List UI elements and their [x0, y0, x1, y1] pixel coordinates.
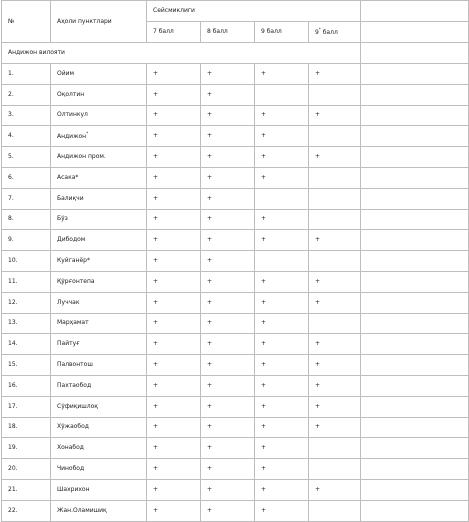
cell-9-ball: +: [255, 105, 309, 126]
cell-7-ball: +: [147, 313, 201, 334]
row-number: 4.: [2, 126, 51, 147]
cell-9-ball: +: [255, 355, 309, 376]
cell-extra: [361, 355, 469, 376]
settlement-name-text: Куйганёр*: [57, 257, 90, 265]
table-row: [2, 167, 469, 188]
cell-9-ball: +: [255, 167, 309, 188]
cell-extra: [361, 188, 469, 209]
cell-9-ball: +: [255, 126, 309, 147]
header-col-9-star-num: 9: [315, 29, 319, 36]
cell-7-ball: +: [147, 251, 201, 272]
cell-7-ball: +: [147, 355, 201, 376]
cell-extra: [361, 126, 469, 147]
header-col-9-star: [309, 22, 361, 43]
table-row: [2, 147, 469, 168]
row-number: 1.: [2, 64, 51, 85]
cell-9-star-ball: [309, 459, 361, 480]
settlement-name-text: Сўфиқишлоқ: [57, 402, 98, 410]
table-row: [2, 64, 469, 85]
header-col-9-star-unit: балл: [320, 29, 338, 36]
cell-8-ball: +: [201, 500, 255, 521]
cell-8-ball: +: [201, 438, 255, 459]
cell-extra: [361, 292, 469, 313]
settlement-name-text: Палвонтош: [57, 361, 93, 369]
row-number: 19.: [2, 438, 51, 459]
settlement-name: [51, 64, 147, 85]
cell-9-ball: [255, 84, 309, 105]
header-empty-cell: [361, 22, 469, 43]
row-number: 5.: [2, 147, 51, 168]
table-row: [2, 355, 469, 376]
cell-9-ball: +: [255, 313, 309, 334]
cell-extra: [361, 209, 469, 230]
row-number: 21.: [2, 479, 51, 500]
settlement-name-text: Дибодом: [57, 236, 86, 244]
cell-9-star-ball: +: [309, 230, 361, 251]
row-number: 3.: [2, 105, 51, 126]
cell-9-ball: +: [255, 417, 309, 438]
settlement-name: [51, 438, 147, 459]
cell-9-star-ball: +: [309, 355, 361, 376]
settlement-name-text: Асака*: [57, 173, 79, 181]
cell-9-ball: +: [255, 375, 309, 396]
table-row: [2, 126, 469, 147]
settlement-name: [51, 313, 147, 334]
cell-extra: [361, 147, 469, 168]
cell-9-star-ball: [309, 167, 361, 188]
cell-7-ball: +: [147, 479, 201, 500]
cell-9-star-ball: [309, 126, 361, 147]
seismicity-table: [1, 0, 469, 522]
cell-7-ball: +: [147, 396, 201, 417]
cell-7-ball: +: [147, 167, 201, 188]
cell-9-ball: [255, 251, 309, 272]
settlement-name-text: Оқолтин: [57, 90, 85, 98]
cell-8-ball: +: [201, 147, 255, 168]
settlement-name: [51, 334, 147, 355]
cell-7-ball: +: [147, 84, 201, 105]
cell-7-ball: +: [147, 230, 201, 251]
settlement-name: [51, 167, 147, 188]
table-row: [2, 271, 469, 292]
cell-extra: [361, 334, 469, 355]
cell-8-ball: +: [201, 334, 255, 355]
cell-9-ball: +: [255, 271, 309, 292]
cell-extra: [361, 105, 469, 126]
table-row: [2, 84, 469, 105]
cell-7-ball: +: [147, 334, 201, 355]
cell-7-ball: +: [147, 147, 201, 168]
cell-extra: [361, 64, 469, 85]
cell-9-ball: +: [255, 334, 309, 355]
cell-8-ball: +: [201, 355, 255, 376]
settlement-name: [51, 271, 147, 292]
row-number: 17.: [2, 396, 51, 417]
cell-9-ball: +: [255, 230, 309, 251]
cell-9-ball: +: [255, 292, 309, 313]
header-col-9-star-sup: *: [318, 27, 321, 32]
cell-9-ball: +: [255, 147, 309, 168]
cell-7-ball: +: [147, 375, 201, 396]
cell-8-ball: +: [201, 375, 255, 396]
cell-9-star-ball: +: [309, 64, 361, 85]
cell-9-ball: +: [255, 396, 309, 417]
row-number: 16.: [2, 375, 51, 396]
cell-7-ball: +: [147, 64, 201, 85]
cell-7-ball: +: [147, 292, 201, 313]
header-row-1: [2, 1, 469, 22]
settlement-name-text: Пахтаобод: [57, 381, 92, 389]
region-name: Андижон вилояти: [2, 43, 361, 64]
settlement-name: [51, 500, 147, 521]
cell-7-ball: +: [147, 417, 201, 438]
settlement-name-text: Балиқчи: [57, 194, 84, 202]
table-row: [2, 188, 469, 209]
cell-9-ball: +: [255, 459, 309, 480]
table-row: [2, 292, 469, 313]
table-row: [2, 479, 469, 500]
settlement-name-text: Олтинкул: [57, 111, 88, 119]
row-number: 18.: [2, 417, 51, 438]
cell-8-ball: +: [201, 105, 255, 126]
header-settlements: Аҳоли пунктлари: [51, 1, 147, 43]
cell-9-star-ball: +: [309, 334, 361, 355]
cell-9-star-ball: [309, 251, 361, 272]
cell-9-star-ball: [309, 438, 361, 459]
region-row: [2, 43, 469, 64]
cell-8-ball: +: [201, 167, 255, 188]
row-number: 2.: [2, 84, 51, 105]
cell-7-ball: +: [147, 105, 201, 126]
settlement-name: [51, 105, 147, 126]
cell-8-ball: +: [201, 84, 255, 105]
cell-7-ball: +: [147, 500, 201, 521]
settlement-name: [51, 230, 147, 251]
cell-8-ball: +: [201, 271, 255, 292]
settlement-name-text: Бўз: [57, 215, 68, 223]
cell-8-ball: +: [201, 417, 255, 438]
settlement-name: [51, 251, 147, 272]
table-row: [2, 230, 469, 251]
cell-8-ball: +: [201, 396, 255, 417]
cell-8-ball: +: [201, 313, 255, 334]
cell-extra: [361, 438, 469, 459]
settlement-name: [51, 84, 147, 105]
cell-8-ball: +: [201, 126, 255, 147]
cell-7-ball: +: [147, 459, 201, 480]
cell-extra: [361, 459, 469, 480]
cell-8-ball: +: [201, 230, 255, 251]
table-row: [2, 500, 469, 521]
cell-extra: [361, 84, 469, 105]
cell-9-star-ball: +: [309, 479, 361, 500]
cell-8-ball: +: [201, 188, 255, 209]
row-number: 12.: [2, 292, 51, 313]
settlement-name: [51, 188, 147, 209]
row-number: 8.: [2, 209, 51, 230]
table-row: [2, 313, 469, 334]
cell-9-star-ball: +: [309, 417, 361, 438]
cell-7-ball: +: [147, 209, 201, 230]
table-row: [2, 105, 469, 126]
table-row: [2, 417, 469, 438]
cell-9-star-ball: +: [309, 271, 361, 292]
settlement-name-text: Чинобод: [57, 465, 85, 473]
header-col-7: 7 балл: [147, 22, 201, 43]
cell-8-ball: +: [201, 251, 255, 272]
cell-9-star-ball: +: [309, 292, 361, 313]
header-empty-cell: [361, 1, 469, 22]
table-row: [2, 334, 469, 355]
settlement-name-text: Ойим: [57, 69, 75, 77]
table-row: [2, 459, 469, 480]
settlement-name: [51, 126, 147, 147]
row-number: 15.: [2, 355, 51, 376]
settlement-name-text: Шахрихон: [57, 485, 90, 493]
row-number: 13.: [2, 313, 51, 334]
row-number: 14.: [2, 334, 51, 355]
cell-9-ball: +: [255, 500, 309, 521]
cell-9-star-ball: [309, 84, 361, 105]
settlement-name-text: Марҳамат: [57, 319, 89, 327]
settlement-name: [51, 459, 147, 480]
cell-9-star-ball: [309, 313, 361, 334]
settlement-name-text: Пайтуғ: [57, 340, 80, 348]
cell-8-ball: +: [201, 459, 255, 480]
cell-7-ball: +: [147, 438, 201, 459]
cell-9-ball: +: [255, 64, 309, 85]
cell-9-star-ball: [309, 188, 361, 209]
settlement-name: [51, 396, 147, 417]
settlement-name-text: Жан.Оламишиқ: [57, 506, 107, 514]
cell-9-star-ball: +: [309, 375, 361, 396]
cell-extra: [361, 396, 469, 417]
cell-9-star-ball: +: [309, 396, 361, 417]
row-number: 9.: [2, 230, 51, 251]
table-row: [2, 396, 469, 417]
row-number: 11.: [2, 271, 51, 292]
header-number: №: [2, 1, 51, 43]
cell-extra: [361, 167, 469, 188]
cell-7-ball: +: [147, 188, 201, 209]
row-number: 22.: [2, 500, 51, 521]
settlement-name: [51, 355, 147, 376]
settlement-name-text: Қўрғонтепа: [57, 277, 95, 285]
settlement-name: [51, 147, 147, 168]
cell-9-star-ball: +: [309, 147, 361, 168]
cell-extra: [361, 251, 469, 272]
table-row: [2, 251, 469, 272]
region-empty-cell: [361, 43, 469, 64]
table-row: [2, 438, 469, 459]
header-seismicity: Сейсмиклиги: [147, 1, 361, 22]
settlement-name-text: Хонабод: [57, 444, 84, 452]
row-number: 7.: [2, 188, 51, 209]
cell-8-ball: +: [201, 209, 255, 230]
cell-9-star-ball: [309, 500, 361, 521]
cell-9-star-ball: [309, 209, 361, 230]
header-col-8: 8 балл: [201, 22, 255, 43]
header-col-9: 9 балл: [255, 22, 309, 43]
cell-7-ball: +: [147, 271, 201, 292]
cell-extra: [361, 230, 469, 251]
cell-extra: [361, 417, 469, 438]
cell-extra: [361, 500, 469, 521]
cell-7-ball: +: [147, 126, 201, 147]
cell-8-ball: +: [201, 479, 255, 500]
settlement-name-text: Луччак: [57, 298, 80, 306]
cell-8-ball: +: [201, 292, 255, 313]
settlement-name: [51, 209, 147, 230]
row-number: 10.: [2, 251, 51, 272]
settlement-name: [51, 479, 147, 500]
cell-extra: [361, 375, 469, 396]
row-number: 6.: [2, 167, 51, 188]
cell-extra: [361, 271, 469, 292]
settlement-name-text: Хўжаобод: [57, 423, 89, 431]
cell-extra: [361, 479, 469, 500]
settlement-name: [51, 375, 147, 396]
cell-9-ball: [255, 188, 309, 209]
table-row: [2, 209, 469, 230]
row-number: 20.: [2, 459, 51, 480]
cell-9-ball: +: [255, 479, 309, 500]
cell-extra: [361, 313, 469, 334]
cell-9-ball: +: [255, 438, 309, 459]
settlement-name-text: Андижон пром.: [57, 153, 106, 161]
cell-9-ball: +: [255, 209, 309, 230]
settlement-name: [51, 292, 147, 313]
settlement-name: [51, 417, 147, 438]
table-row: [2, 375, 469, 396]
settlement-name-sup: *: [86, 131, 89, 137]
cell-9-star-ball: +: [309, 105, 361, 126]
cell-8-ball: +: [201, 64, 255, 85]
settlement-name-text: Андижон: [57, 133, 87, 141]
